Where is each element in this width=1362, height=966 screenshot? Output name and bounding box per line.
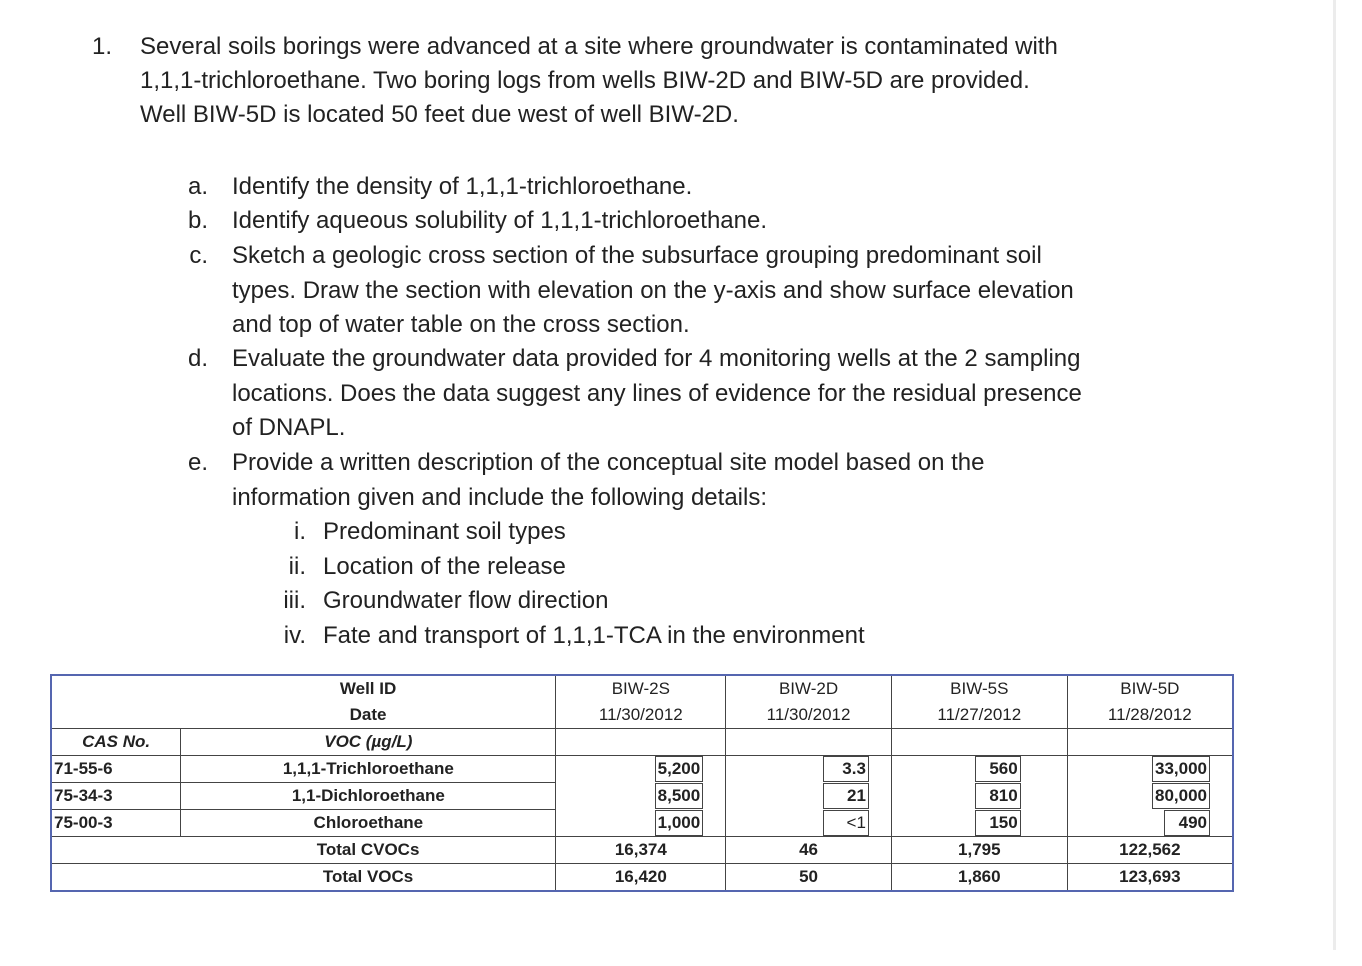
part-label: a. bbox=[187, 173, 208, 200]
empty-cell bbox=[51, 702, 181, 729]
subpart-text: Location of the release bbox=[323, 553, 566, 580]
table-row bbox=[51, 756, 1233, 783]
groundwater-data-table bbox=[50, 674, 1234, 892]
total-value: 16,374 bbox=[556, 837, 726, 864]
table-total-row bbox=[51, 864, 1233, 892]
page-edge-rule bbox=[1333, 0, 1336, 950]
total-value: 50 bbox=[726, 864, 892, 892]
well-id: BIW-2S bbox=[556, 675, 726, 702]
concentration-value: 21 bbox=[823, 783, 869, 809]
subpart-label: ii. bbox=[288, 553, 306, 580]
concentration-value: 560 bbox=[975, 756, 1021, 782]
concentration-value: 33,000 bbox=[1152, 756, 1210, 782]
total-value: 123,693 bbox=[1067, 864, 1233, 892]
voc-header: VOC (µg/L) bbox=[181, 729, 556, 756]
part-label: c. bbox=[189, 242, 208, 269]
total-value: 16,420 bbox=[556, 864, 726, 892]
sample-date: 11/30/2012 bbox=[726, 702, 892, 729]
concentration-value: 3.3 bbox=[823, 756, 869, 782]
subpart-label: iv. bbox=[283, 622, 306, 649]
total-value: 1,860 bbox=[891, 864, 1067, 892]
sample-date: 11/30/2012 bbox=[556, 702, 726, 729]
part-line: Sketch a geologic cross section of the subsurface grouping predominant soil bbox=[232, 242, 1042, 269]
part-line: locations. Does the data suggest any lines of evidence for the residual presence bbox=[232, 379, 1082, 407]
empty-cell bbox=[51, 837, 181, 864]
part-line: of DNAPL. bbox=[232, 414, 346, 441]
part-line: Provide a written description of the conceptual site model based on the bbox=[232, 449, 985, 476]
cas-number: 71-55-6 bbox=[51, 756, 181, 783]
subpart-label: iii. bbox=[283, 587, 306, 614]
total-value: 46 bbox=[726, 837, 892, 864]
part-line: types. Draw the section with elevation on the y-axis and show surface elevation bbox=[232, 276, 1074, 304]
compound-name: 1,1-Dichloroethane bbox=[181, 783, 556, 810]
empty-cell bbox=[726, 729, 892, 756]
part-line: Identify the density of 1,1,1-trichloroethane. bbox=[232, 173, 693, 200]
question-line: Well BIW-5D is located 50 feet due west of well BIW-2D. bbox=[140, 101, 739, 128]
well-id: BIW-2D bbox=[726, 675, 892, 702]
concentration-value: 490 bbox=[1164, 810, 1210, 836]
subpart-text: Fate and transport of 1,1,1-TCA in the environment bbox=[323, 622, 865, 649]
empty-cell bbox=[556, 729, 726, 756]
subpart-text: Groundwater flow direction bbox=[323, 587, 609, 614]
table-row bbox=[51, 702, 1233, 729]
part-line: and top of water table on the cross section. bbox=[232, 311, 690, 338]
concentration-value: 5,200 bbox=[655, 756, 704, 782]
table-row bbox=[51, 675, 1233, 702]
empty-cell bbox=[51, 864, 181, 892]
part-line: Evaluate the groundwater data provided for 4 monitoring wells at the 2 sampling bbox=[232, 345, 1081, 372]
empty-cell bbox=[1067, 729, 1233, 756]
question-line: Several soils borings were advanced at a site where groundwater is contaminated with bbox=[140, 33, 1058, 60]
well-id: BIW-5S bbox=[891, 675, 1067, 702]
concentration-value: 810 bbox=[975, 783, 1021, 809]
well-id: BIW-5D bbox=[1067, 675, 1233, 702]
well-id-label: Well ID bbox=[339, 679, 397, 698]
empty-cell bbox=[891, 729, 1067, 756]
subpart-label: i. bbox=[294, 518, 306, 545]
cas-header: CAS No. bbox=[51, 729, 181, 756]
table-row bbox=[51, 810, 1233, 837]
concentration-value: 1,000 bbox=[655, 810, 704, 836]
question-line: 1,1,1-trichloroethane. Two boring logs from wells BIW-2D and BIW-5D are provided. bbox=[140, 67, 1030, 94]
part-line: Identify aqueous solubility of 1,1,1-trichloroethane. bbox=[232, 207, 767, 234]
concentration-value: 8,500 bbox=[655, 783, 704, 809]
concentration-value: 150 bbox=[975, 810, 1021, 836]
question-number: 1. bbox=[92, 33, 113, 60]
concentration-value: <1 bbox=[823, 810, 869, 836]
compound-name: Chloroethane bbox=[181, 810, 556, 837]
total-value: 1,795 bbox=[891, 837, 1067, 864]
part-line: information given and include the following details: bbox=[232, 483, 767, 511]
cas-number: 75-34-3 bbox=[51, 783, 181, 810]
total-value: 122,562 bbox=[1067, 837, 1233, 864]
table-row bbox=[51, 783, 1233, 810]
part-label: b. bbox=[187, 207, 208, 234]
sample-date: 11/27/2012 bbox=[891, 702, 1067, 729]
part-label: e. bbox=[187, 449, 208, 476]
total-label: Total CVOCs bbox=[181, 837, 556, 864]
table-header-row bbox=[51, 729, 1233, 756]
date-label: Date bbox=[181, 702, 556, 729]
compound-name: 1,1,1-Trichloroethane bbox=[181, 756, 556, 783]
question-text bbox=[140, 30, 1270, 132]
cas-number: 75-00-3 bbox=[51, 810, 181, 837]
subpart-text: Predominant soil types bbox=[323, 518, 566, 545]
empty-cell bbox=[51, 675, 181, 702]
sample-date: 11/28/2012 bbox=[1067, 702, 1233, 729]
total-label: Total VOCs bbox=[322, 867, 414, 886]
concentration-value: 80,000 bbox=[1152, 783, 1210, 809]
table-total-row bbox=[51, 837, 1233, 864]
part-label: d. bbox=[187, 345, 208, 372]
